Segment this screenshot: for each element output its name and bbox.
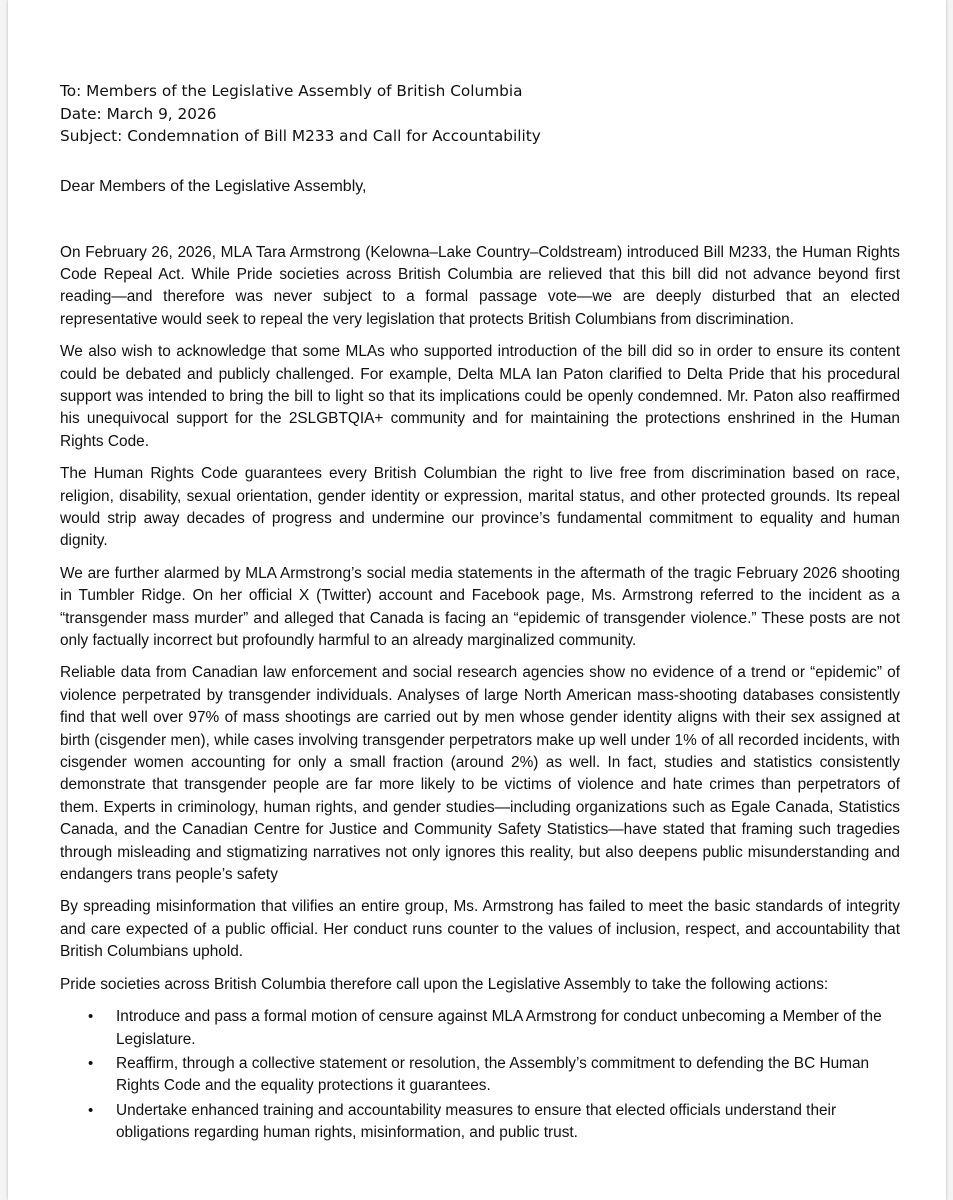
paragraph-data-evidence: Reliable data from Canadian law enforcement and social research agencies show no evidence of a trend or “epidemic” of violence perpetrated by transgender individuals. Analyses of large North American mass-shooting databases consistently find that well over 97% of mass shootings are carried out by men whose gender identity aligns with their sex assigned at birth (cisgender men), while cases involving transgender perpetrators make up well under 1% of all recorded incidents, with cisgender women accounting for only a small fraction (around 2%) as well. In fact, studies and statistics consistently demonstrate that transgender people are far more likely to be victims of violence and hate crimes than perpetrators of them. Experts in criminology, human rights, and gender studies—including organizations such as Egale Canada, Statistics Canada, and the Canadian Centre for Justice and Community Safety Statistics—have stated that framing such tragedies through misleading and stigmatizing narratives not only ignores this reality, but also deepens public misunderstanding and endangers trans people’s safety (60, 664, 900, 884)
bullet-icon: • (88, 1101, 94, 1119)
paragraph-human-rights-code: The Human Rights Code guarantees every British Columbian the right to live free from discrimination based on race, religion, disability, sexual orientation, gender identity or expression, marital status, and other protected grounds. Its repeal would strip away decades of progress and undermine our province’s fundamental commitment to equality and human dignity. (60, 465, 900, 550)
letter-body (60, 80, 900, 1147)
list-item (60, 1006, 900, 1051)
list-item (60, 1100, 900, 1145)
bullet-icon: • (88, 1054, 94, 1072)
letter-header (60, 80, 900, 148)
date-line: Date: March 9, 2026 (60, 104, 217, 123)
call-to-action: Pride societies across British Columbia therefore call upon the Legislative Assembly to take the following actions: (60, 975, 829, 993)
salutation: Dear Members of the Legislative Assembly, (60, 177, 367, 195)
actions-list (60, 1006, 900, 1144)
document-page (8, 0, 946, 1200)
bullet-icon: • (88, 1008, 94, 1026)
action-text-censure: Introduce and pass a formal motion of censure against MLA Armstrong for conduct unbecoming a Member of the Legislature. (116, 1008, 882, 1048)
paragraph-bill-introduction: On February 26, 2026, MLA Tara Armstrong (Kelowna–Lake Country–Coldstream) introduced Bill M233, the Human Rights Code Repeal Act. While Pride societies across British Columbia are relieved that this bill did not advance beyond first reading—and therefore was never subject to a formal passage vote—we are deeply disturbed that an elected representative would seek to repeal the very legislation that protects British Columbians from discrimination. (60, 243, 900, 328)
list-item (60, 1053, 900, 1098)
paragraph-mla-acknowledgement: We also wish to acknowledge that some MLAs who supported introduction of the bill did so in order to ensure its content could be debated and publicly challenged. For example, Delta MLA Ian Paton clarified to Delta Pride that his procedural support was intended to bring the bill to light so that its implications could be openly condemned. Mr. Paton also reaffirmed his unequivocal support for the 2SLGBTQIA+ community and for maintaining the protections enshrined in the Human Rights Code. (60, 343, 900, 450)
recipient-line: To: Members of the Legislative Assembly of British Columbia (60, 82, 523, 100)
action-text-reaffirm: Reaffirm, through a collective statement or resolution, the Assembly’s commitment to defending the BC Human Rights Code and the equality protections it guarantees. (116, 1054, 870, 1095)
action-text-training: Undertake enhanced training and accountability measures to ensure that elected officials understand their obligations regarding human rights, misinformation, and public trust. (116, 1101, 837, 1142)
paragraph-social-media-statements: We are further alarmed by MLA Armstrong’s social media statements in the aftermath of the tragic February 2026 shooting in Tumbler Ridge. On her official X (Twitter) account and Facebook page, Ms. Armstrong referred to the incident as a “transgender mass murder” and alleged that Canada is facing an “epidemic of transgender violence.” These posts are not only factually incorrect but profoundly harmful to an already marginalized community. (60, 564, 900, 649)
paragraph-misinformation: By spreading misinformation that vilifies an entire group, Ms. Armstrong has failed to meet the basic standards of integrity and care expected of a public official. Her conduct runs counter to the values of inclusion, respect, and accountability that British Columbians uphold. (60, 898, 900, 961)
subject-line: Subject: Condemnation of Bill M233 and Call for Accountability (60, 127, 541, 145)
